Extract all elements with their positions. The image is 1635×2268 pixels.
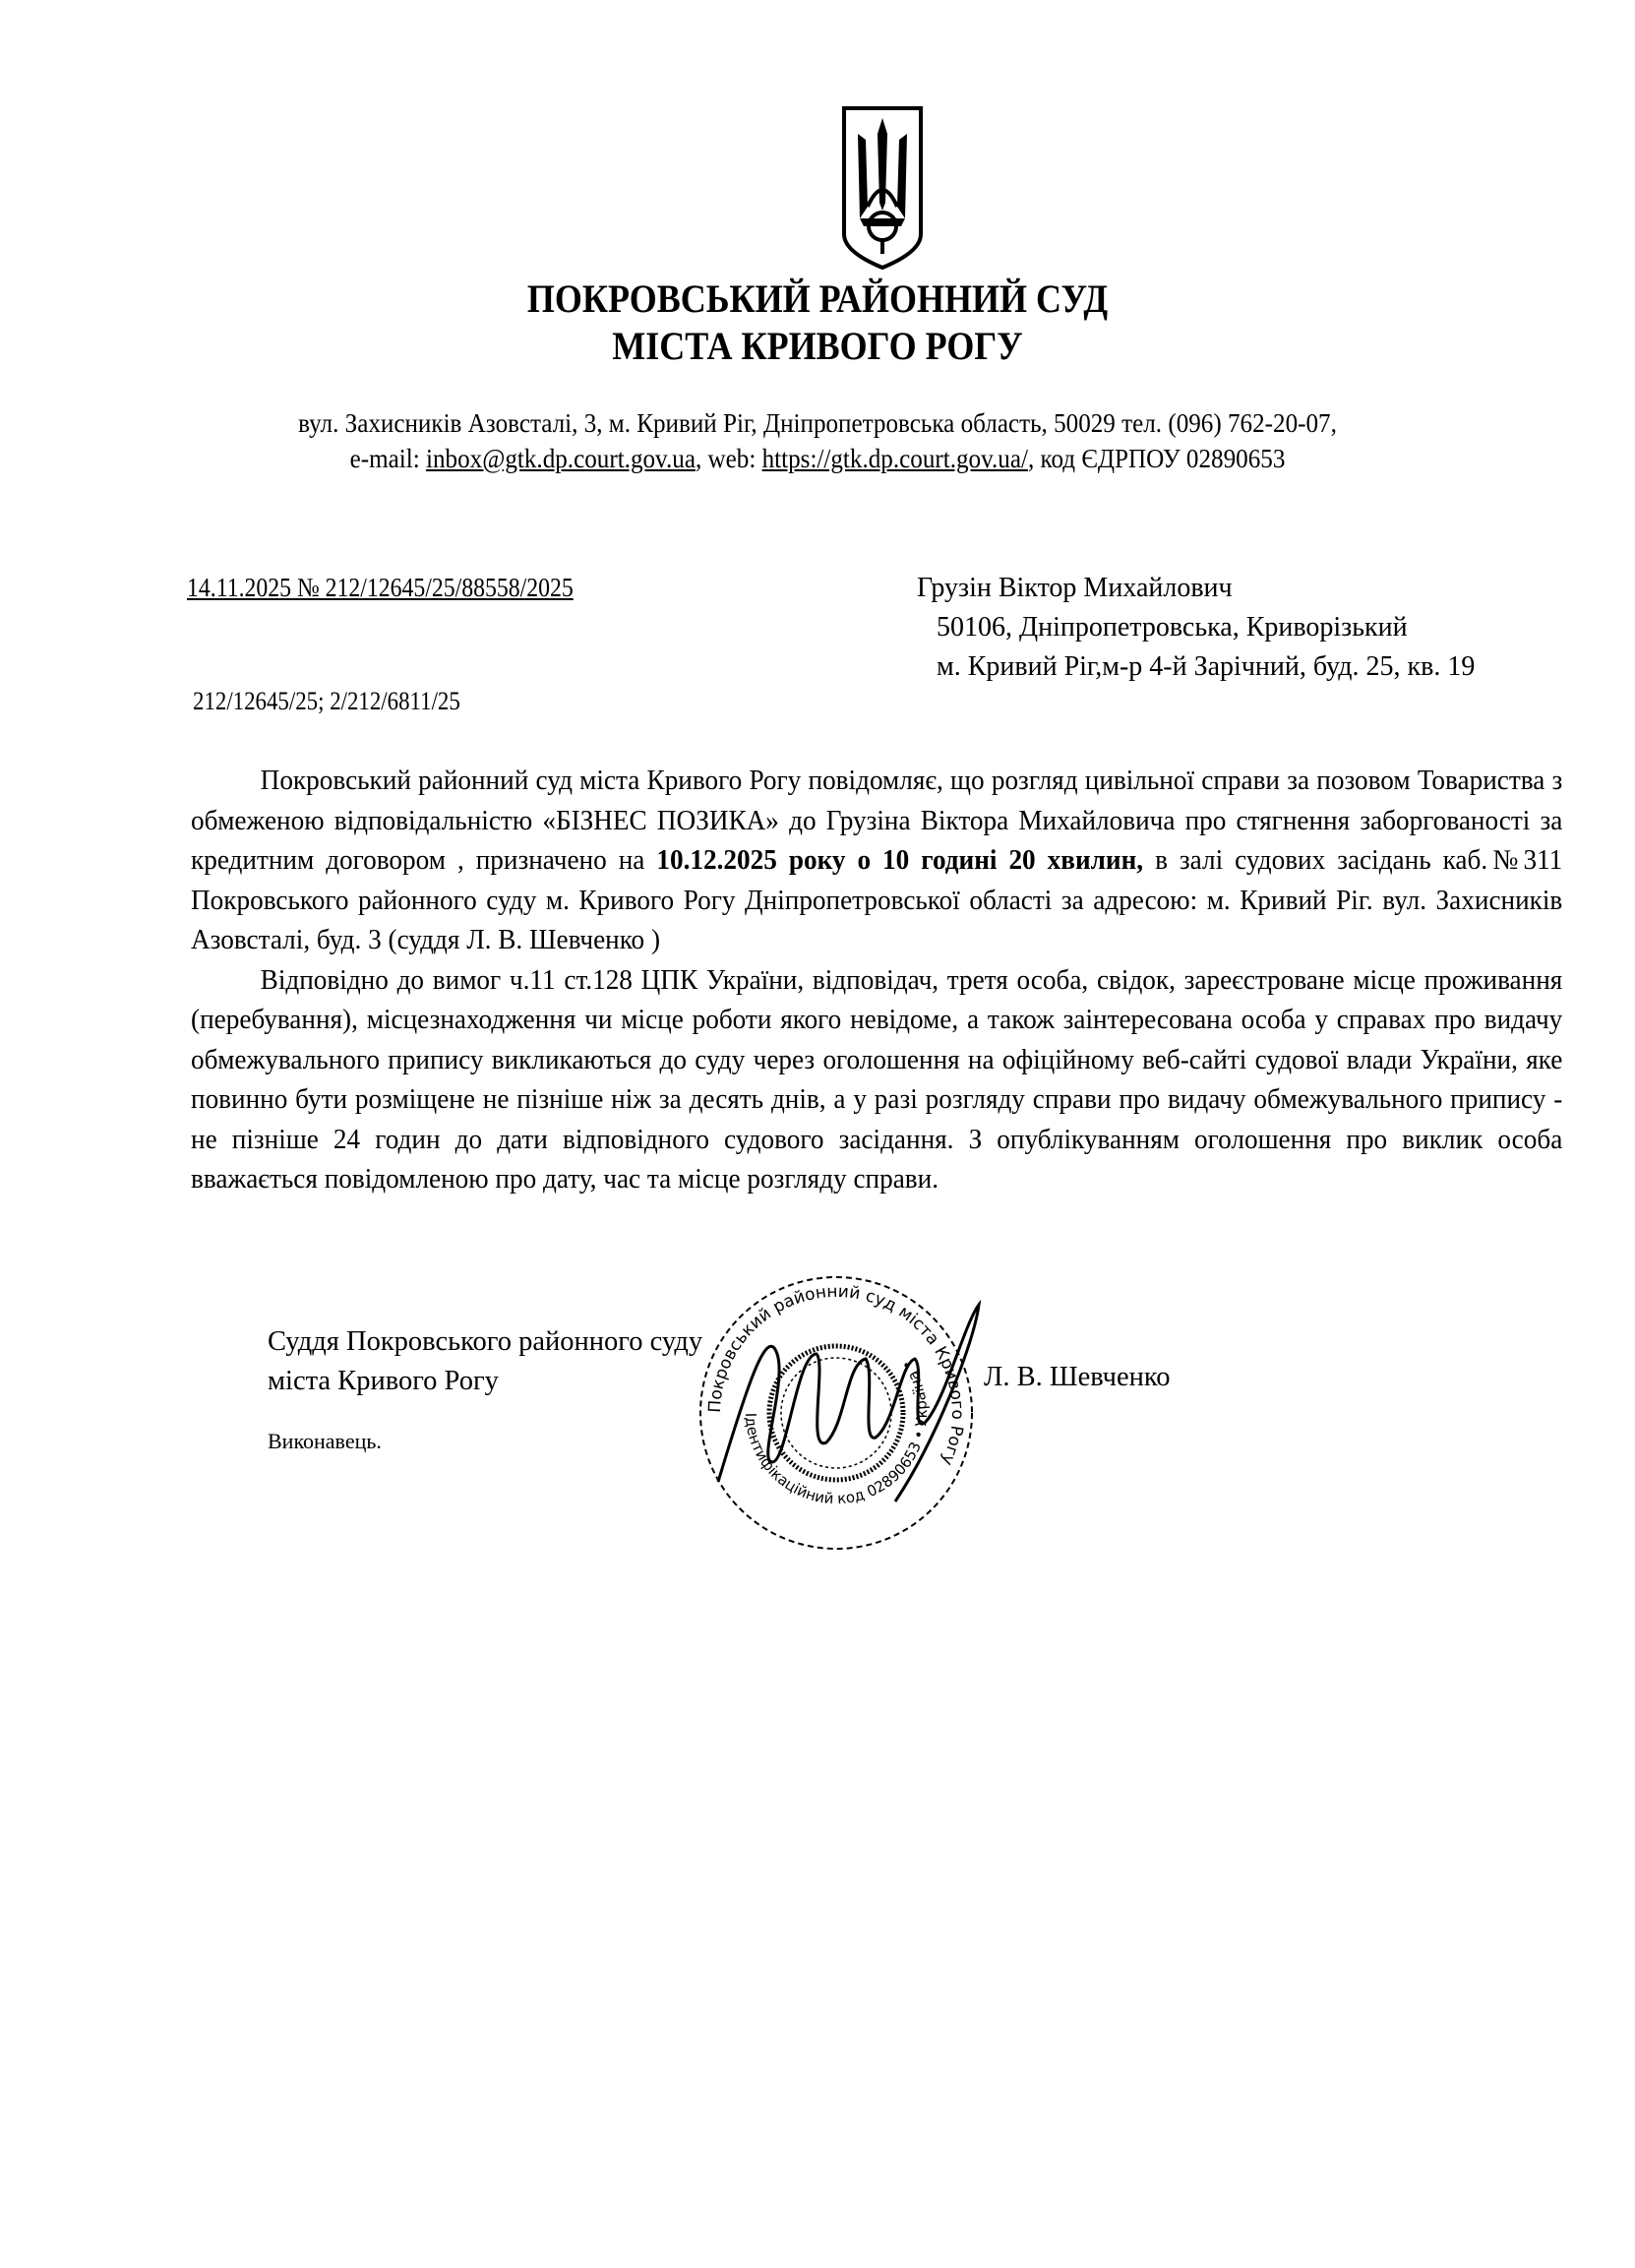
- recipient-name: Грузін Віктор Михайлович: [917, 573, 1233, 603]
- web-label: , web:: [695, 444, 762, 473]
- email-label: e-mail:: [349, 444, 427, 473]
- signatory-title: Суддя Покровського районного суду міста Кривого Рогу: [268, 1326, 703, 1396]
- email-link[interactable]: inbox@gtk.dp.court.gov.ua: [426, 444, 696, 473]
- court-contacts: [57, 441, 1578, 476]
- judge-name: Л. В. Шевченко: [984, 1362, 1171, 1392]
- court-seal-stamp-icon: [679, 1265, 994, 1561]
- trident-coat-of-arms-icon: [840, 104, 925, 272]
- svg-text:Покровський районний суд міста: Покровський районний суд міста Кривого Рогу: [704, 1281, 968, 1469]
- recipient-address-line2: м. Кривий Ріг,м-р 4-й Зарічний, буд. 25, кв. 19: [937, 651, 1476, 682]
- recipient-block: [917, 569, 1475, 687]
- recipient-address-line1: 50106, Дніпропетровська, Криворізький: [937, 612, 1408, 643]
- outgoing-date-number: 14.11.2025 № 212/12645/25/88558/2025: [187, 573, 574, 602]
- notice-paragraph-1: Покровський районний суд міста Кривого Рогу повідомляє, що розгляд цивільної справи за позовом Товариства з обмеженою відповідальністю «БІЗНЕС ПОЗИКА» до Грузіна Віктора Михайловича про стягнення заборгованості за кредитним договором , призначено на 10.12.2025 року о 10 годині 20 хвилин, в залі судових засідань каб.№311 Покровського районного суду м. Кривого Рогу Дніпропетровської області за адресою: м. Кривий Ріг. вул. Захисників Азовсталі, буд. 3 (суддя Л. В. Шевченко ): [191, 766, 1563, 955]
- court-name-line2: МІСТА КРИВОГО РОГУ: [612, 324, 1023, 368]
- web-link[interactable]: https://gtk.dp.court.gov.ua/: [761, 444, 1028, 473]
- court-name-line1: ПОКРОВСЬКИЙ РАЙОННИЙ СУД: [526, 276, 1109, 321]
- svg-text:Ідентифікаційний код 02890653: Ідентифікаційний код 02890653 • Україна •: [741, 1356, 932, 1508]
- court-address: вул. Захисників Азовсталі, 3, м. Кривий Ріг, Дніпропетровська область, 50029 тел. (096) 762-20-07,: [298, 408, 1337, 438]
- notice-paragraph-2: Відповідно до вимог ч.11 ст.128 ЦПК України, відповідач, третя особа, свідок, зареєстроване місце проживання (перебування), місцезнаходження чи місце роботи якого невідоме, а також заінтересована особа у справах про видачу обмежувального припису викликаються до суду через оголошення на офіційному веб-сайті судової влади України, яке повинно бути розміщене не пізніше ніж за десять днів, а у разі розгляду справи про видачу обмежувального припису - не пізніше 24 годин до дати відповідного судового засідання. З опублікуванням оголошення про виклик особа вважається повідомленою про дату, час та місце розгляду справи.: [191, 964, 1563, 1195]
- notice-body: [191, 762, 1562, 1200]
- edrpou-code: , код ЄДРПОУ 02890653: [1027, 444, 1286, 473]
- hearing-date-time: 10.12.2025 року о 10 годині 20 хвилин,: [656, 845, 1144, 876]
- case-numbers: 212/12645/25; 2/212/6811/25: [193, 687, 460, 715]
- executor-label: Виконавець.: [268, 1429, 382, 1453]
